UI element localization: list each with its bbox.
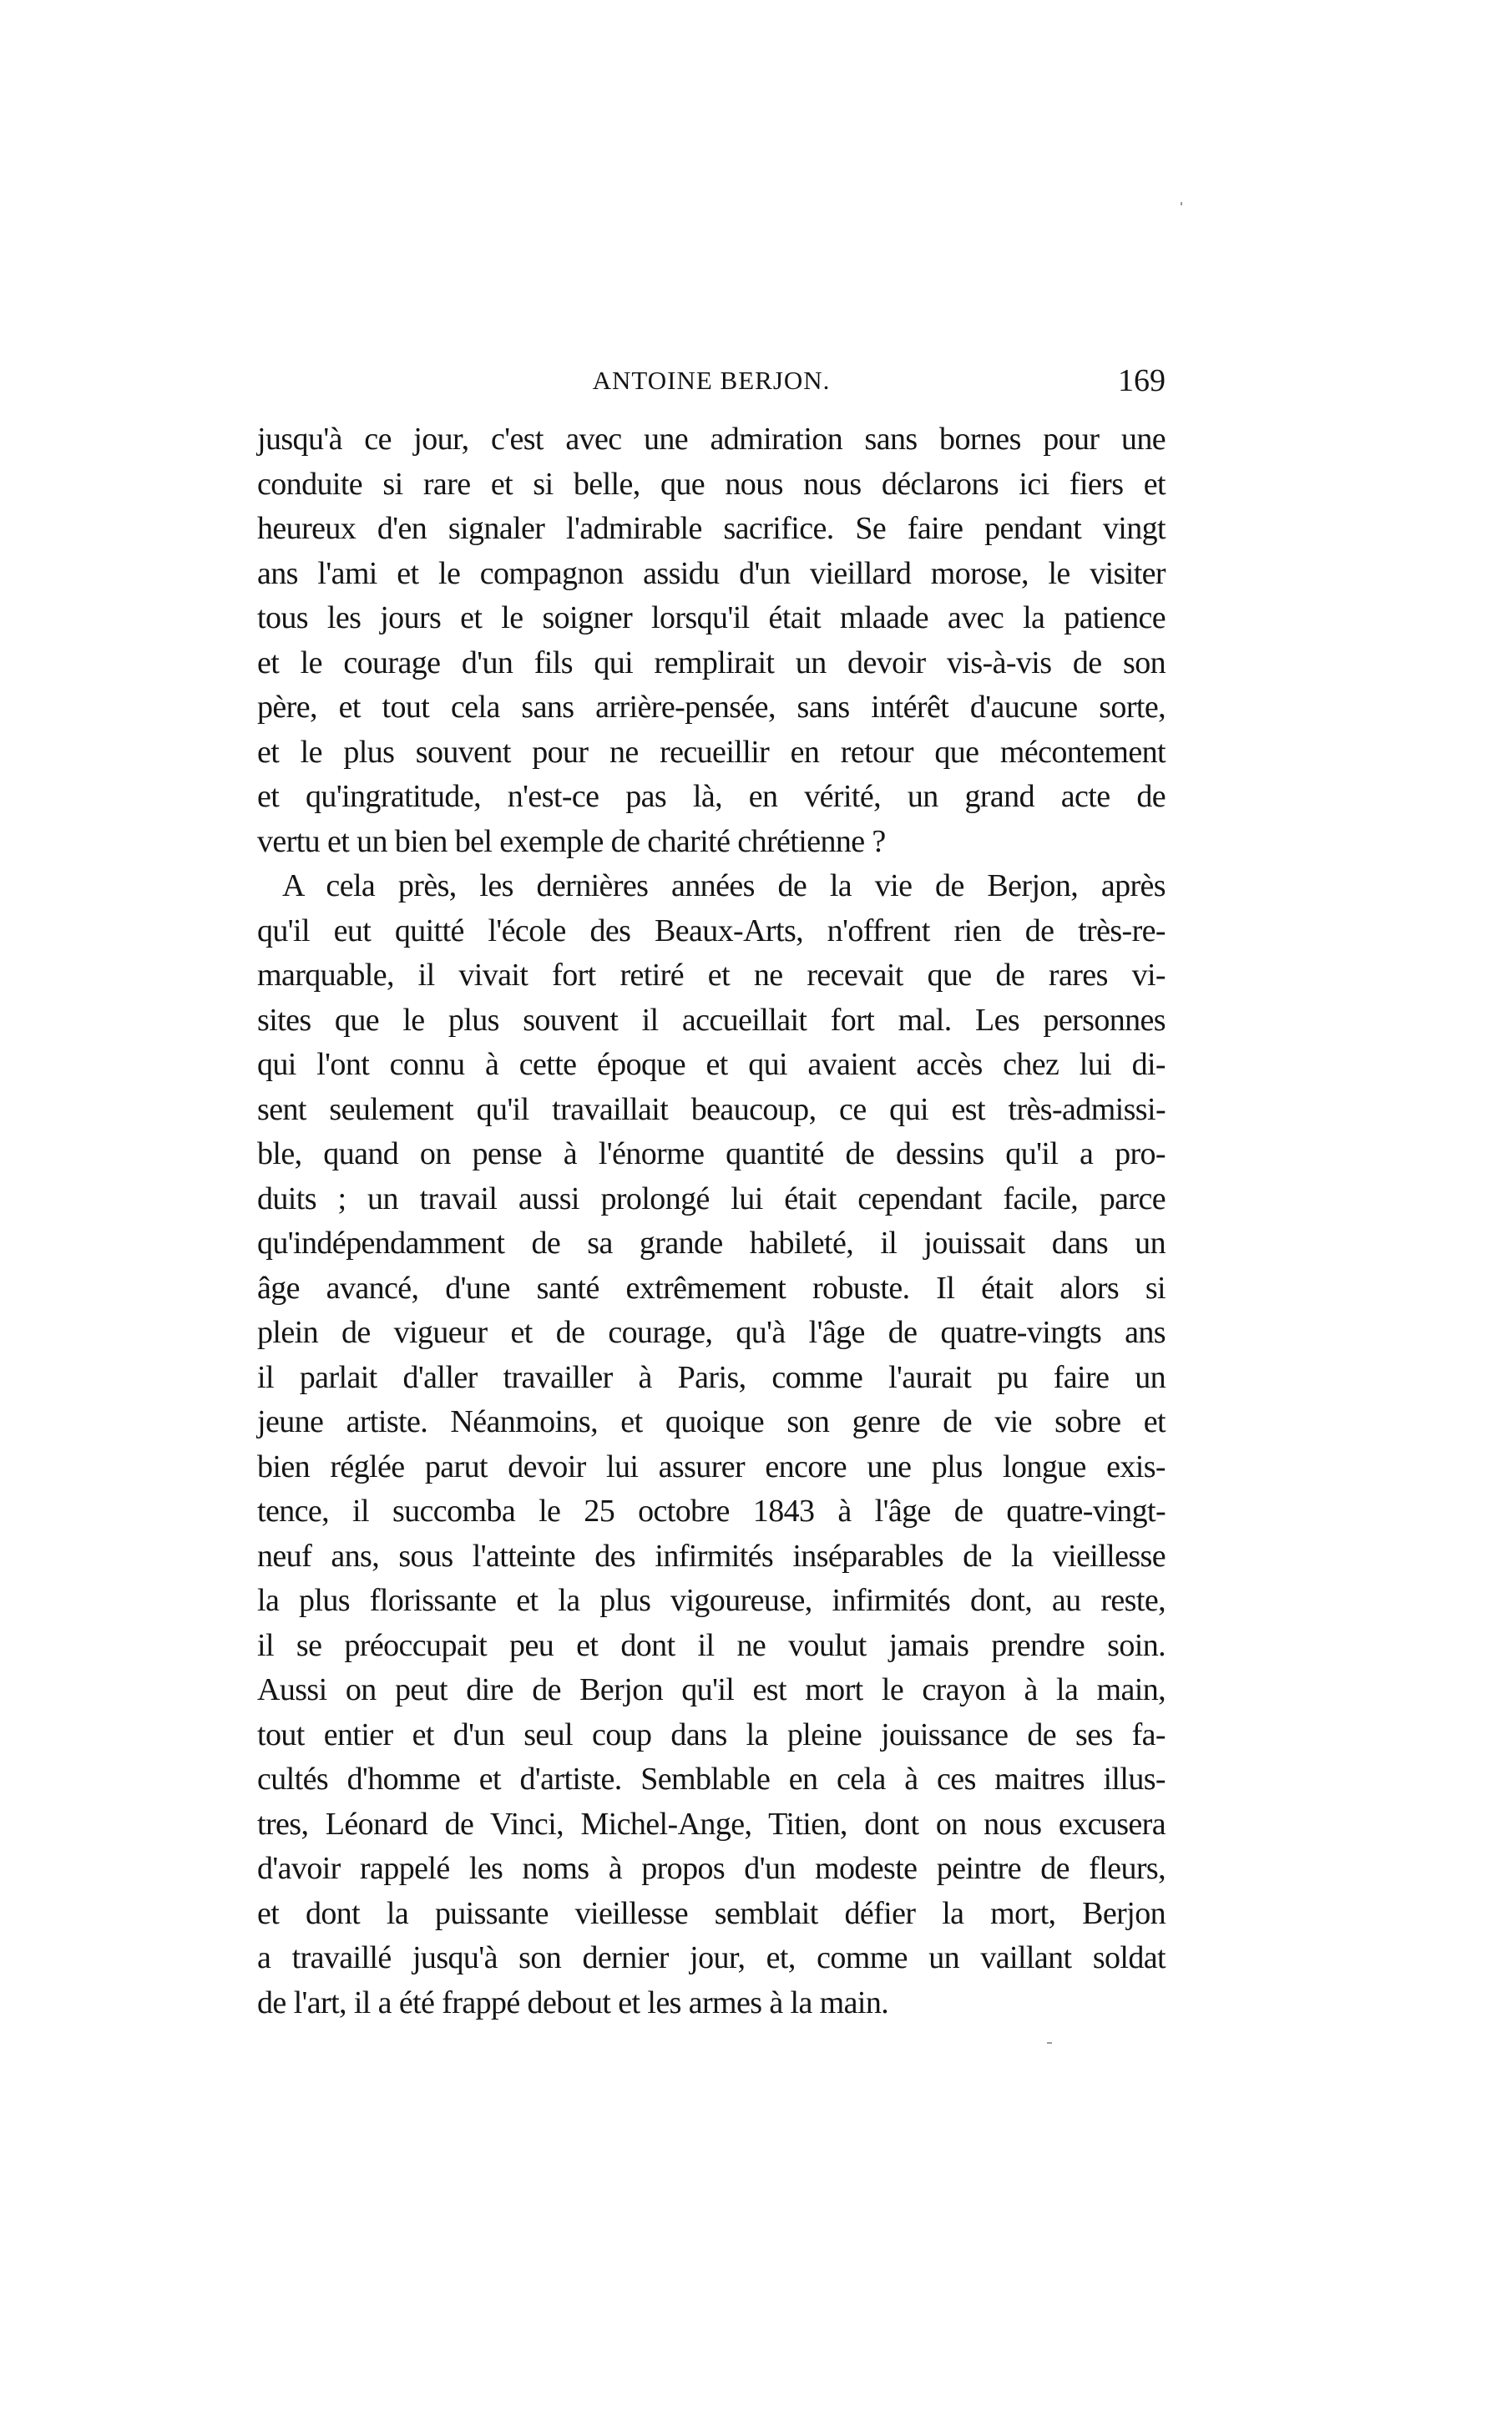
text-line: âge avancé, d'une santé extrêmement robuste. Il était alors si [257,1270,1166,1306]
text-line: ans l'ami et le compagnon assidu d'un vieillard morose, le visiter [257,555,1166,591]
text-line: neuf ans, sous l'atteinte des infirmités inséparables de la vieillesse [257,1538,1166,1574]
text-line: conduite si rare et si belle, que nous nous déclarons ici fiers et [257,466,1166,502]
text-line: sent seulement qu'il travaillait beaucoup, ce qui est très-admissi- [257,1091,1166,1127]
text-line: cultés d'homme et d'artiste. Semblable en cela à ces maitres illus- [257,1762,1166,1797]
text-line: de l'art, il a été frappé debout et les armes à la main. [257,1985,889,2020]
text-line: marquable, il vivait fort retiré et ne recevait que de rares vi- [257,958,1166,993]
text-line: père, et tout cela sans arrière-pensée, sans intérêt d'aucune sorte, [257,690,1166,725]
body-text [257,417,1166,2025]
text-line: Aussi on peut dire de Berjon qu'il est mort le crayon à la main, [257,1672,1166,1707]
text-line: duits ; un travail aussi prolongé lui était cependant facile, parce [257,1181,1166,1216]
text-line: qui l'ont connu à cette époque et qui avaient accès chez lui di- [257,1047,1166,1082]
text-line: jeune artiste. Néanmoins, et quoique son genre de vie sobre et [257,1404,1166,1439]
running-head [257,364,1166,401]
text-line: plein de vigueur et de courage, qu'à l'âge de quatre-vingts ans [257,1315,1166,1350]
running-head-title: ANTOINE BERJON. [592,366,831,395]
text-line: ble, quand on pense à l'énorme quantité de dessins qu'il a pro- [257,1136,1166,1171]
text-line: qu'il eut quitté l'école des Beaux-Arts, n'offrent rien de très-re- [257,913,1166,948]
text-line: et le courage d'un fils qui remplirait un devoir vis-à-vis de son [257,645,1166,680]
text-line: tous les jours et le soigner lorsqu'il était mlaade avec la patience [257,600,1166,635]
page-number: 169 [1118,363,1166,398]
text-line: a travaillé jusqu'à son dernier jour, et, comme un vaillant soldat [257,1940,1166,1975]
scan-speck [1047,2042,1052,2044]
text-line: et le plus souvent pour ne recueillir en retour que mécontement [257,734,1166,770]
text-line: et qu'ingratitude, n'est-ce pas là, en vérité, un grand acte de [257,779,1166,814]
text-line: jusqu'à ce jour, c'est avec une admiration sans bornes pour une [257,422,1166,457]
text-line: il se préoccupait peu et dont il ne voulut jamais prendre soin. [257,1627,1166,1663]
paragraph [257,864,1166,2025]
scan-speck [1181,202,1182,205]
paragraph [257,417,1166,864]
text-line: tres, Léonard de Vinci, Michel-Ange, Titien, dont on nous excusera [257,1806,1166,1842]
text-line: vertu et un bien bel exemple de charité chrétienne ? [257,823,886,859]
text-line: il parlait d'aller travailler à Paris, comme l'aurait pu faire un [257,1359,1166,1395]
text-line: bien réglée parut devoir lui assurer encore une plus longue exis- [257,1449,1166,1484]
text-line: la plus florissante et la plus vigoureuse, infirmités dont, au reste, [257,1583,1166,1618]
text-line: tence, il succomba le 25 octobre 1843 à l'âge de quatre-vingt- [257,1494,1166,1529]
text-line: d'avoir rappelé les noms à propos d'un modeste peintre de fleurs, [257,1851,1166,1886]
text-line: et dont la puissante vieillesse semblait défier la mort, Berjon [257,1895,1166,1931]
text-line: A cela près, les dernières années de la vie de Berjon, après [282,868,1166,903]
text-line: heureux d'en signaler l'admirable sacrifice. Se faire pendant vingt [257,511,1166,546]
text-line: tout entier et d'un seul coup dans la pleine jouissance de ses fa- [257,1717,1166,1752]
text-line: sites que le plus souvent il accueillait fort mal. Les personnes [257,1002,1166,1038]
text-line: qu'indépendamment de sa grande habileté, il jouissait dans un [257,1226,1166,1261]
